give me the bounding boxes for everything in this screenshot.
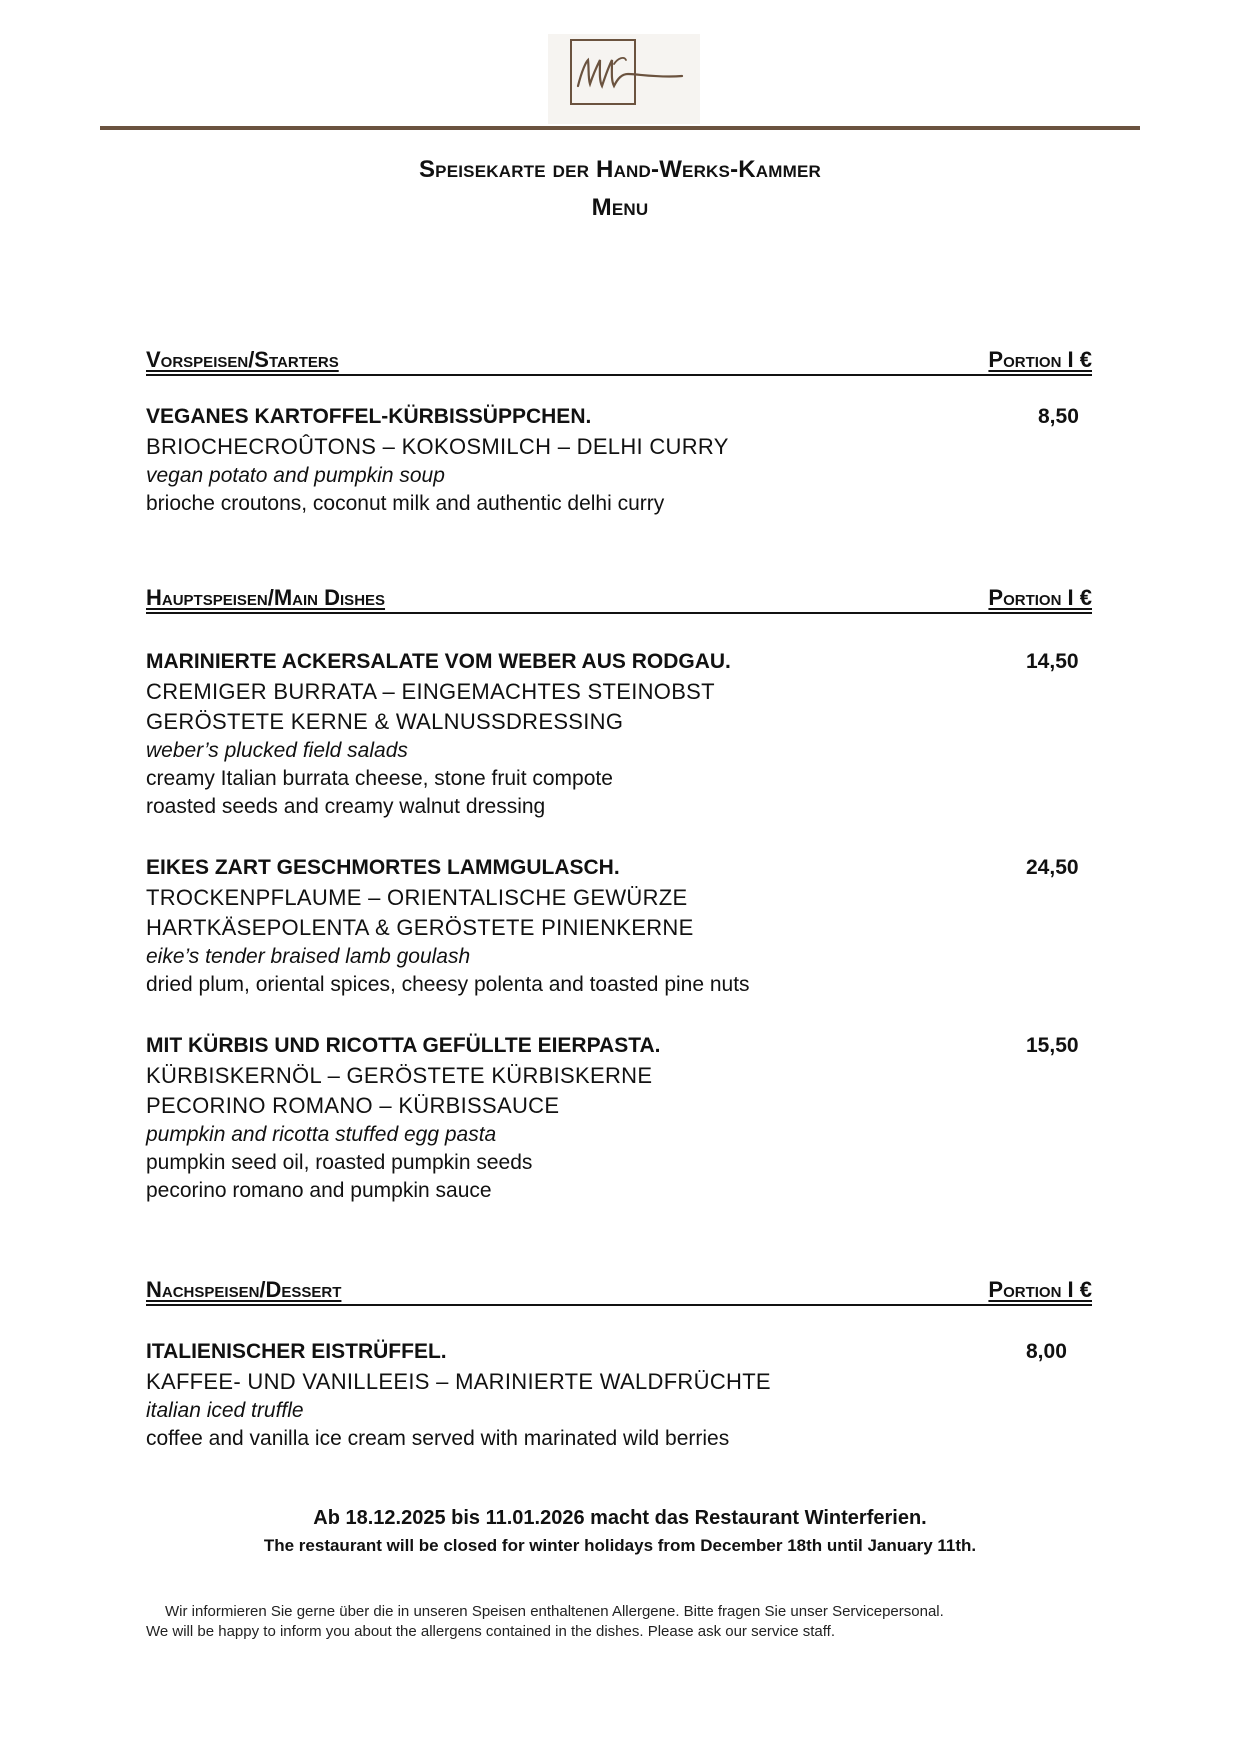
portion-label: Portion I € [988, 1277, 1092, 1302]
dish-description-de: TROCKENPFLAUME – ORIENTALISCHE GEWÜRZE [146, 885, 688, 910]
dish-description-de: PECORINO ROMANO – KÜRBISSAUCE [146, 1093, 560, 1118]
dish-name-en: eike’s tender braised lamb goulash [146, 945, 471, 968]
menu-item [146, 1337, 1092, 1453]
menu-item [146, 1031, 1092, 1205]
page-title: Speisekarte der Hand-Werks-Kammer [418, 156, 822, 183]
dish-description-de: CREMIGER BURRATA – EINGEMACHTES STEINOBST [146, 679, 715, 704]
header-divider [100, 126, 1140, 130]
closure-notice-en: The restaurant will be closed for winter holidays from December 18th until January 11th. [263, 1536, 977, 1555]
dish-description-en: roasted seeds and creamy walnut dressing [146, 795, 546, 818]
dish-description-de: GERÖSTETE KERNE & WALNUSSDRESSING [146, 709, 624, 734]
dish-name: ITALIENISCHER EISTRÜFFEL. [146, 1340, 447, 1363]
dish-price: 14,50 [1026, 650, 1079, 673]
dish-description-en: coffee and vanilla ice cream served with marinated wild berries [146, 1427, 730, 1450]
dish-price: 15,50 [1026, 1034, 1079, 1057]
dish-price: 24,50 [1026, 856, 1079, 879]
dish-name-en: weber’s plucked field salads [146, 739, 408, 762]
dish-name: EIKES ZART GESCHMORTES LAMMGULASCH. [146, 856, 620, 879]
dish-description-de: KAFFEE- UND VANILLEEIS – MARINIERTE WALDFRÜCHTE [146, 1369, 771, 1394]
dish-description-en: dried plum, oriental spices, cheesy polenta and toasted pine nuts [146, 973, 750, 996]
allergen-info-de: Wir informieren Sie gerne über die in unseren Speisen enthaltenen Allergene. Bitte fragen Sie unser Servicepersonal. [165, 1603, 944, 1620]
dish-description-en: pecorino romano and pumpkin sauce [146, 1179, 492, 1202]
dish-description-en: pumpkin seed oil, roasted pumpkin seeds [146, 1151, 533, 1174]
dish-description-en: brioche croutons, coconut milk and authentic delhi curry [146, 492, 665, 515]
dish-description-de: KÜRBISKERNÖL – GERÖSTETE KÜRBISKERNE [146, 1063, 653, 1088]
menu-item [146, 853, 1092, 999]
dish-name-en: pumpkin and ricotta stuffed egg pasta [146, 1123, 497, 1146]
dish-description-de: BRIOCHECROÛTONS – KOKOSMILCH – DELHI CURRY [146, 434, 729, 459]
section-title: Vorspeisen/Starters [146, 347, 339, 372]
section-title: Hauptspeisen/Main Dishes [146, 585, 386, 610]
page-subtitle: Menu [591, 194, 649, 221]
menu-item [146, 402, 1092, 518]
menu-item [146, 647, 1092, 821]
closure-notice-de: Ab 18.12.2025 bis 11.01.2026 macht das Restaurant Winterferien. [313, 1507, 927, 1529]
section-title: Nachspeisen/Dessert [146, 1277, 342, 1302]
allergen-info-en: We will be happy to inform you about the allergens contained in the dishes. Please ask our service staff. [146, 1623, 836, 1640]
dish-name: MIT KÜRBIS UND RICOTTA GEFÜLLTE EIERPASTA. [146, 1034, 661, 1057]
dish-description-de: HARTKÄSEPOLENTA & GERÖSTETE PINIENKERNE [146, 915, 694, 940]
logo [548, 34, 700, 124]
dish-name: VEGANES KARTOFFEL-KÜRBISSÜPPCHEN. [146, 405, 592, 428]
section-header-dessert [146, 1272, 1092, 1306]
dish-price: 8,50 [1038, 405, 1079, 428]
dish-description-en: creamy Italian burrata cheese, stone fruit compote [146, 767, 613, 790]
dish-name-en: italian iced truffle [146, 1399, 304, 1422]
section-header-main-dishes [146, 580, 1092, 614]
portion-label: Portion I € [988, 585, 1092, 610]
portion-label: Portion I € [988, 347, 1092, 372]
dish-name: MARINIERTE ACKERSALATE VOM WEBER AUS RODGAU. [146, 650, 731, 673]
section-header-starters [146, 342, 1092, 376]
dish-name-en: vegan potato and pumpkin soup [146, 464, 445, 487]
monogram-logo-icon [548, 34, 700, 124]
dish-price: 8,00 [1026, 1340, 1067, 1363]
